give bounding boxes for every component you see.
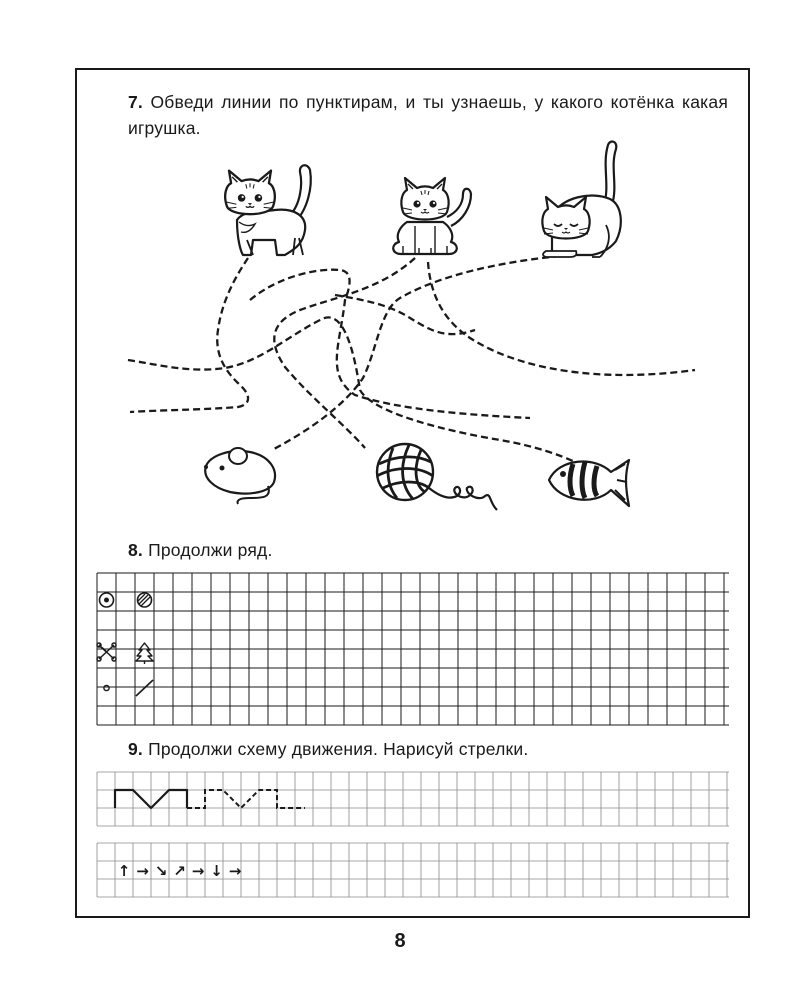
arrow-sequence <box>118 862 242 880</box>
arrow-7: → <box>228 862 242 880</box>
zigzag-dashed-path[interactable] <box>187 790 305 808</box>
page-number: 8 <box>394 930 406 952</box>
arrow-6: ↓ <box>210 862 223 880</box>
task-9-number: 9. <box>128 739 143 759</box>
arrow-2: → <box>136 862 149 880</box>
task-7-number: 7. <box>128 92 143 112</box>
arrow-4: ↗ <box>173 862 186 880</box>
task-7-text: Обведи линии по пунктирам, и ты узнаешь, у какого котёнка какая игрушка. <box>128 92 728 138</box>
arrow-5: → <box>191 862 205 880</box>
task-8-number: 8. <box>128 540 143 560</box>
arrow-1: ↑ <box>117 862 131 880</box>
arrow-3: ↘ <box>154 862 168 880</box>
task-9-text: Продолжи схему движения. Нарисуй стрелки. <box>148 739 529 759</box>
task-8-text: Продолжи ряд. <box>148 540 273 560</box>
